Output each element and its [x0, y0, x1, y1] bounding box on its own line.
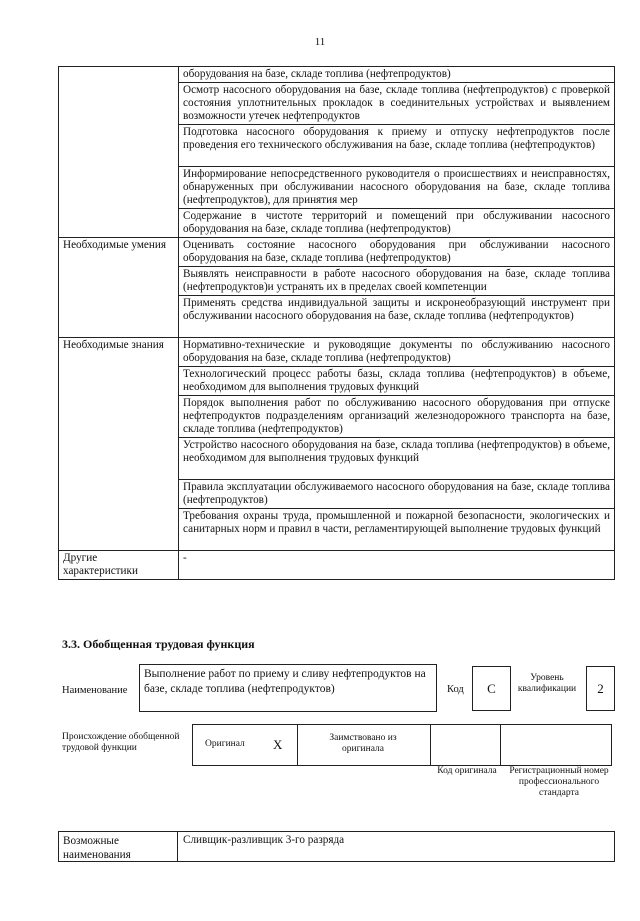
list-item: Содержание в чистоте территорий и помещений при обслуживании насосного оборудования на базе, складе топлива (нефтепродуктов)	[179, 209, 615, 238]
possible-names-row	[58, 831, 615, 862]
list-item: Правила эксплуатации обслуживаемого насосного оборудования на базе, складе топлива (нефтепродуктов)	[179, 480, 615, 509]
list-item: Устройство насосного оборудования на базе, склада топлива (нефтепродуктов) в объеме, необходимом для выполнения трудовых функций	[179, 438, 615, 480]
list-item: оборудования на базе, складе топлива (нефтепродуктов)	[179, 67, 615, 83]
list-item: Выявлять неисправности в работе насосного оборудования на базе, складе топлива (нефтепродуктов)и устранять их в пределах своей компетенции	[179, 267, 615, 296]
list-item: Порядок выполнения работ по обслуживанию насосного оборудования при отпуске нефтепродуктов подразделениям организаций железнодорожного транспорта на базе, складе топлива (нефтепродуктов)	[179, 396, 615, 438]
section-title: 3.3. Обобщенная трудовая функция	[62, 637, 255, 651]
row-label: Необходимые умения	[59, 238, 179, 338]
level-label: Уровень квалификации	[517, 673, 577, 694]
list-item: -	[179, 551, 615, 580]
original-label: Оригинал	[205, 739, 245, 749]
page-number: 11	[314, 36, 326, 48]
divider	[297, 725, 298, 765]
code-original-label: Код оригинала	[437, 766, 497, 776]
competence-table	[58, 66, 615, 580]
level-value: 2	[586, 666, 615, 711]
divider	[430, 725, 431, 765]
list-item: Применять средства индивидуальной защиты и искронеобразующий инструмент при обслуживании насосного оборудования на базе, складе топлива (нефтепродуктов)	[179, 296, 615, 338]
possible-names-label: Возможные наименования	[63, 835, 131, 861]
table-row	[59, 551, 615, 580]
divider	[177, 832, 178, 861]
code-label: Код	[447, 684, 464, 695]
origin-grid	[192, 724, 612, 766]
code-value: С	[472, 666, 511, 711]
original-mark: Х	[273, 737, 283, 752]
row-label: Необходимые знания	[59, 338, 179, 551]
list-item: Оценивать состояние насосного оборудования при обслуживании насосного оборудования на базе, складе топлива (нефтепродуктов)	[179, 238, 615, 267]
name-value: Выполнение работ по приему и сливу нефтепродуктов на базе, складе топлива (нефтепродуктов)	[139, 664, 437, 712]
list-item: Технологический процесс работы базы, склада топлива (нефтепродуктов) в объеме, необходимом для выполнения трудовых функций	[179, 367, 615, 396]
list-item: Осмотр насосного оборудования на базе, складе топлива (нефтепродуктов) с проверкой состояния уплотнительных прокладок в соединительных устройствах и выявлением возможности утечек нефтепродуктов	[179, 83, 615, 125]
table-row	[59, 238, 615, 267]
borrowed-label: Заимствовано из оригинала	[329, 733, 397, 754]
origin-label: Происхождение обобщенной трудовой функции	[62, 732, 180, 753]
list-item: Требования охраны труда, промышленной и пожарной безопасности, экологических и санитарных норм и правил в части, регламентирующей выполнение трудовых функций	[179, 509, 615, 551]
name-label: Наименование	[62, 685, 128, 696]
possible-names-value: Сливщик-разливщик 3-го разряда	[183, 834, 345, 846]
list-item: Нормативно-технические и руководящие документы по обслуживанию насосного оборудования на базе, складе топлива (нефтепродуктов)	[179, 338, 615, 367]
reg-number-label: Регистрационный номер профессионального стандарта	[509, 766, 609, 798]
divider	[500, 725, 501, 765]
table-row	[59, 338, 615, 367]
list-item: Подготовка насосного оборудования к приему и отпуску нефтепродуктов после проведения его технического обслуживания на базе, складе топлива (нефтепродуктов)	[179, 125, 615, 167]
row-label	[59, 67, 179, 238]
row-label: Другие характеристики	[59, 551, 179, 580]
list-item: Информирование непосредственного руководителя о происшествиях и неисправностях, обнаруженных при обслуживании насосного оборудования на базе, складе топлива (нефтепродуктов), для принятия мер	[179, 167, 615, 209]
table-row	[59, 67, 615, 83]
